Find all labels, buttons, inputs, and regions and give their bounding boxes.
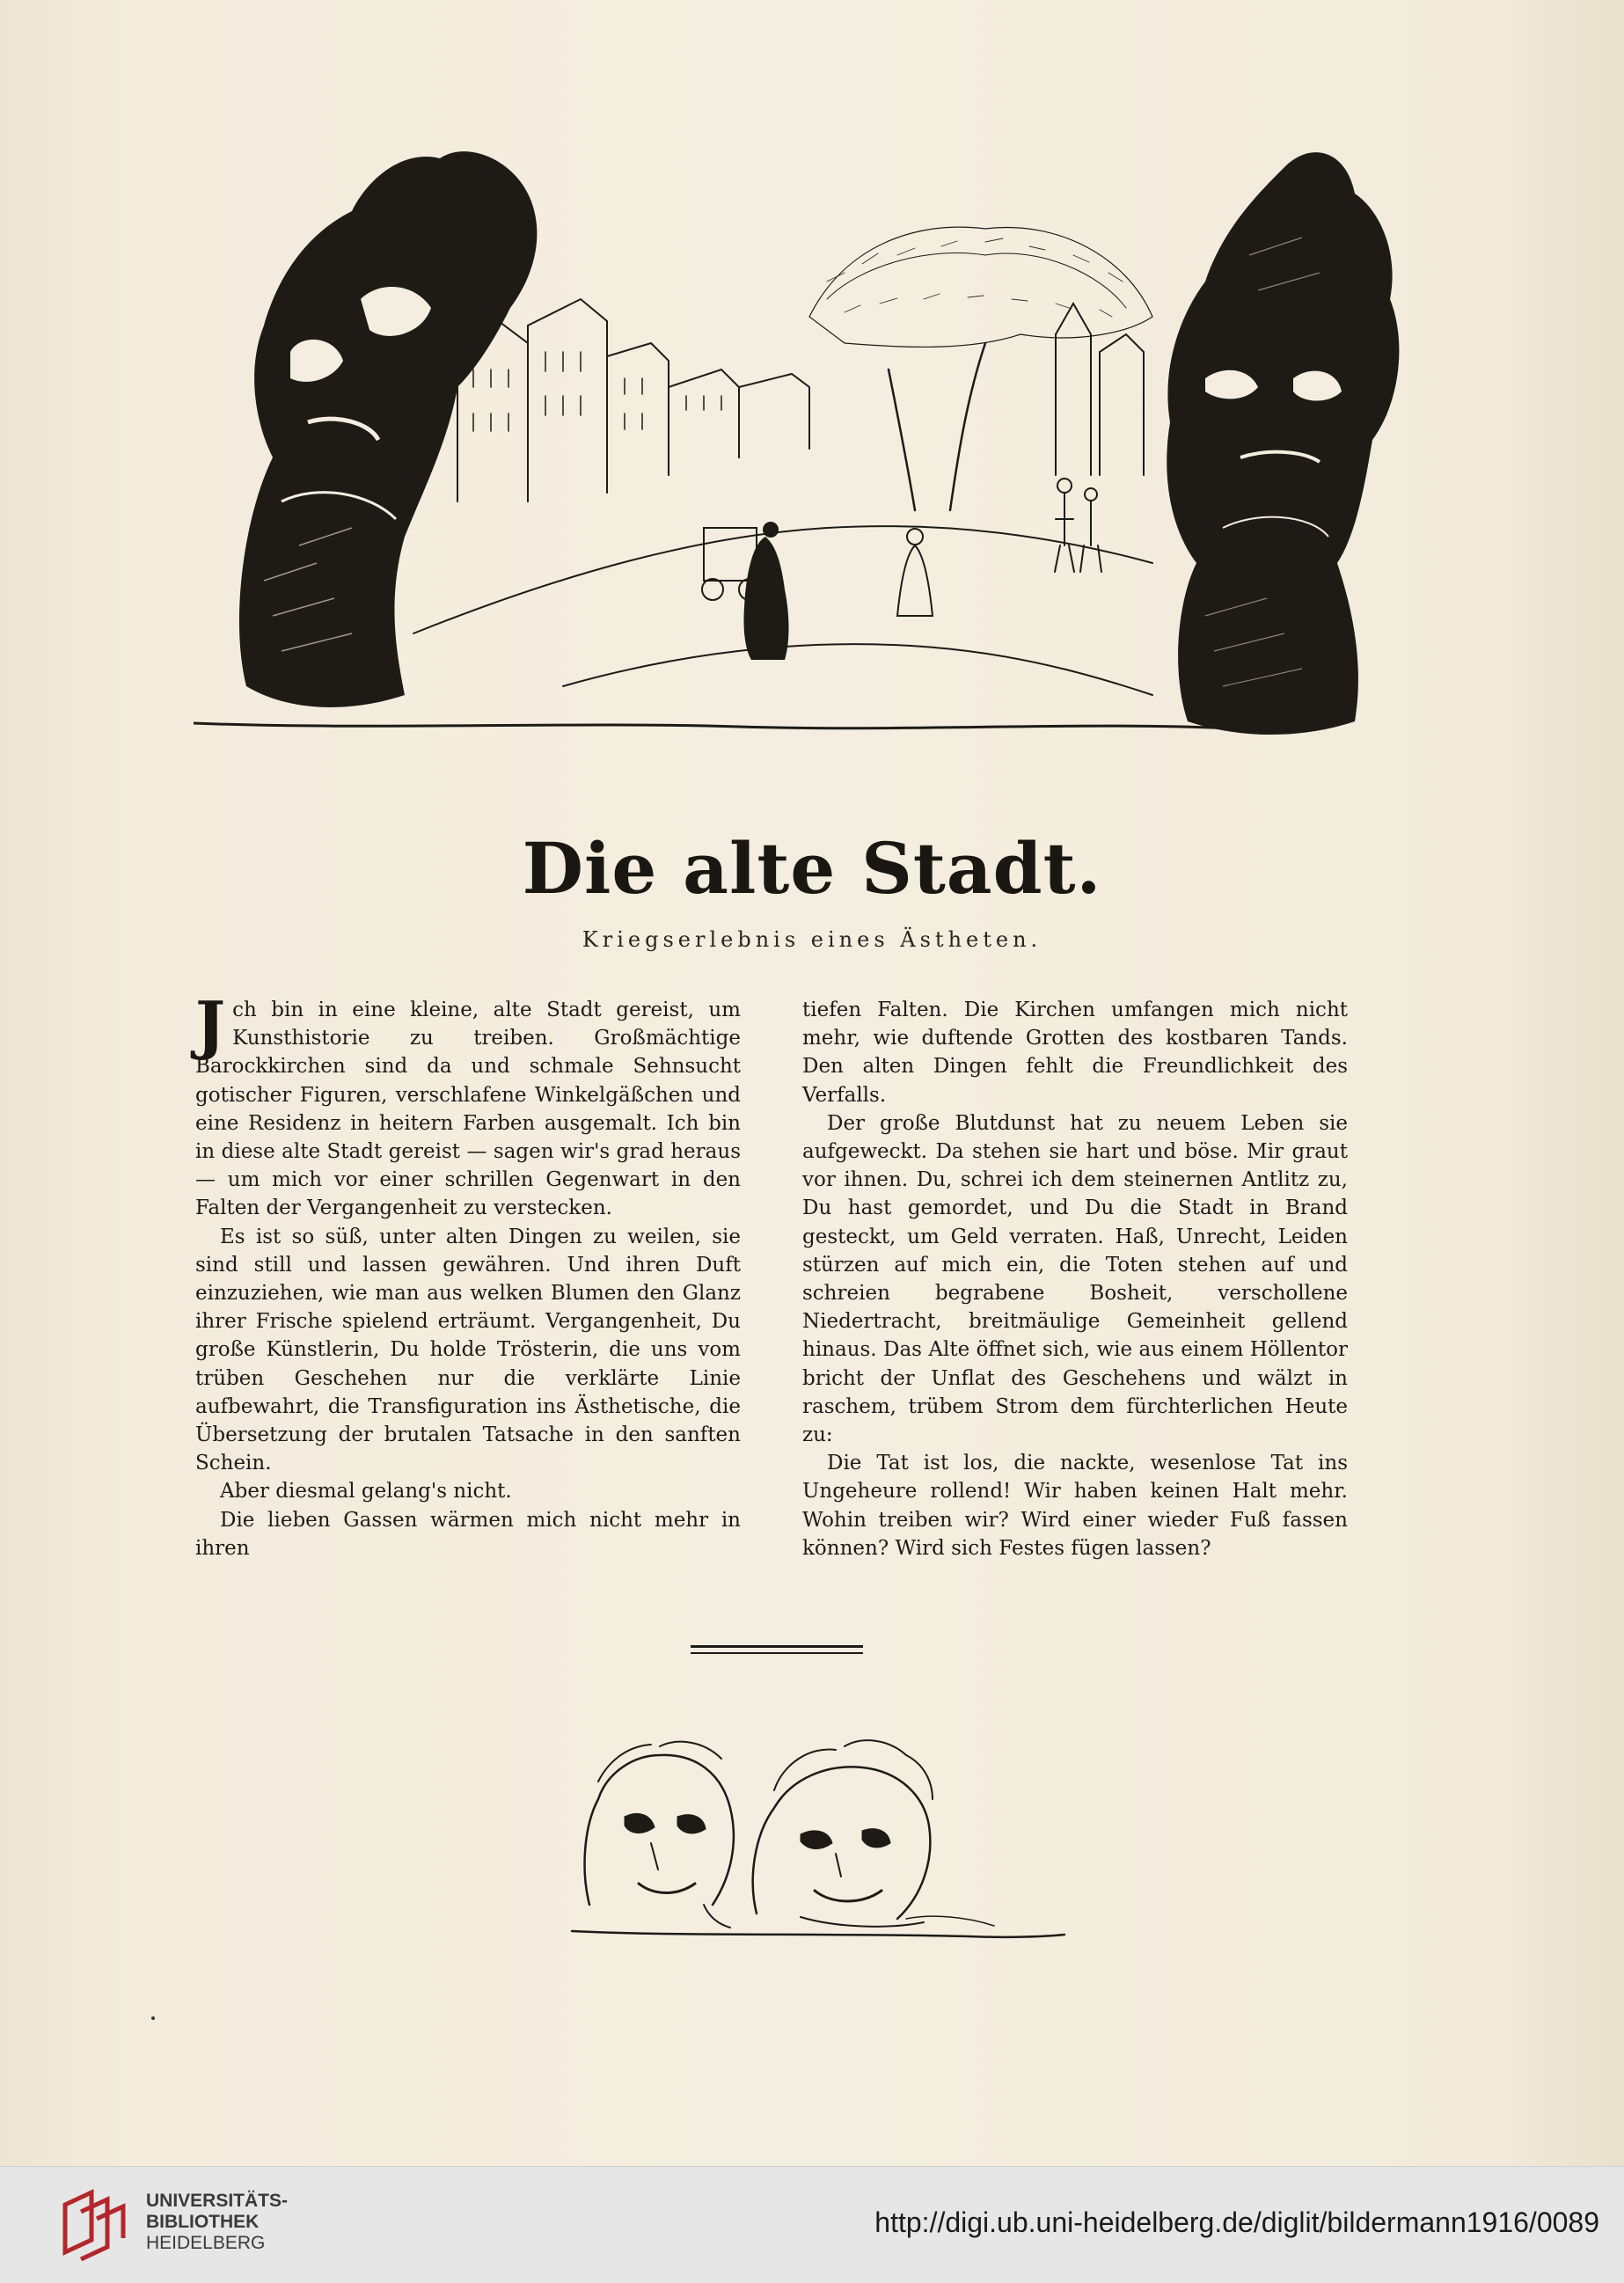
paragraph: Aber diesmal gelang's nicht. — [220, 1480, 512, 1504]
paragraph: Die Tat ist los, die nackte, wesenlose Tat ins Ungeheure rollend! Wir haben keinen Halt mehr. Wohin treiben wir? Wird einer wieder Fuß fassen können? Wird sich Festes fügen lassen? — [802, 1452, 1348, 1560]
faces-vignette — [554, 1729, 1082, 1940]
text-column-left — [195, 987, 741, 1562]
section-divider — [691, 1645, 863, 1648]
paragraph: tiefen Falten. Die Kirchen umfangen mich nicht mehr, wie duftende Grotten des kostbaren Tands. Den alten Dingen fehlt die Freundlichkeit des Verfalls. — [802, 999, 1348, 1107]
article-subtitle: Kriegserlebnis eines Ästheten. — [582, 927, 1042, 952]
library-name — [146, 2191, 288, 2254]
section-divider — [691, 1652, 863, 1654]
old-town-illustration — [194, 123, 1425, 757]
library-name-line: BIBLIOTHEK — [146, 2212, 260, 2232]
paragraph: Die lieben Gassen wärmen mich nicht mehr in ihren — [195, 1508, 741, 1560]
drop-cap: J — [195, 987, 226, 1062]
permalink-url[interactable]: http://digi.ub.uni-heidelberg.de/diglit/bildermann1916/0089 — [874, 2206, 1599, 2238]
ink-speck — [151, 2016, 155, 2020]
text-column-right — [802, 996, 1348, 1562]
library-name-line: HEIDELBERG — [146, 2233, 266, 2253]
paragraph-text: ch bin in eine kleine, alte Stadt gereist, um Kunsthistorie zu treiben. Großmächtige Barockkirchen sind da und schmale Sehnsucht gotischer Figuren, verschlafene Winkelgäßchen und eine Residenz in heitern Farben ausgemalt. Ich bin in diese alte Stadt gereist — sagen wir's grad heraus — um mich vor einer schrillen Gegenwart in den Falten der Vergangenheit zu verstecken. — [195, 999, 741, 1220]
paragraph — [195, 987, 741, 1223]
paragraph: Es ist so süß, unter alten Dingen zu weilen, sie sind still und lassen gewähren. Und ihren Duft einzuziehen, wie man aus welken Blumen den Glanz ihrer Frische spielend erträumt. Vergangenheit, Du große Künstlerin, Du holde Trösterin, die uns vom trüben Geschehen nur die verklärte Linie aufbewahrt, die Transfiguration ins Ästhetische, die Übersetzung der brutalen Tatsache in den sanften Schein. — [195, 1225, 741, 1475]
library-name-line: UNIVERSITÄTS- — [146, 2191, 289, 2211]
article-title: Die alte Stadt. — [522, 827, 1102, 910]
ub-heidelberg-logo-icon — [56, 2185, 132, 2261]
paragraph: Der große Blutdunst hat zu neuem Leben sie aufgeweckt. Da stehen sie hart und böse. Mir graut vor ihnen. Du, schrei ich dem steinernen Antlitz zu, Du hast gemordet, und Du die Stadt in Brand gesteckt, um Geld verraten. Haß, Unrecht, Leiden stürzen auf mich ein, die Toten stehen auf und schreien begrabene Bosheit, verschollene Niedertracht, breitmäulige Gemeinheit gellend hinaus. Das Alte öffnet sich, wie aus einem Höllentor bricht der Unflat des Geschehens und wälzt in raschem, trübem Strom dem fürchterlichen Heute zu: — [802, 1111, 1348, 1447]
